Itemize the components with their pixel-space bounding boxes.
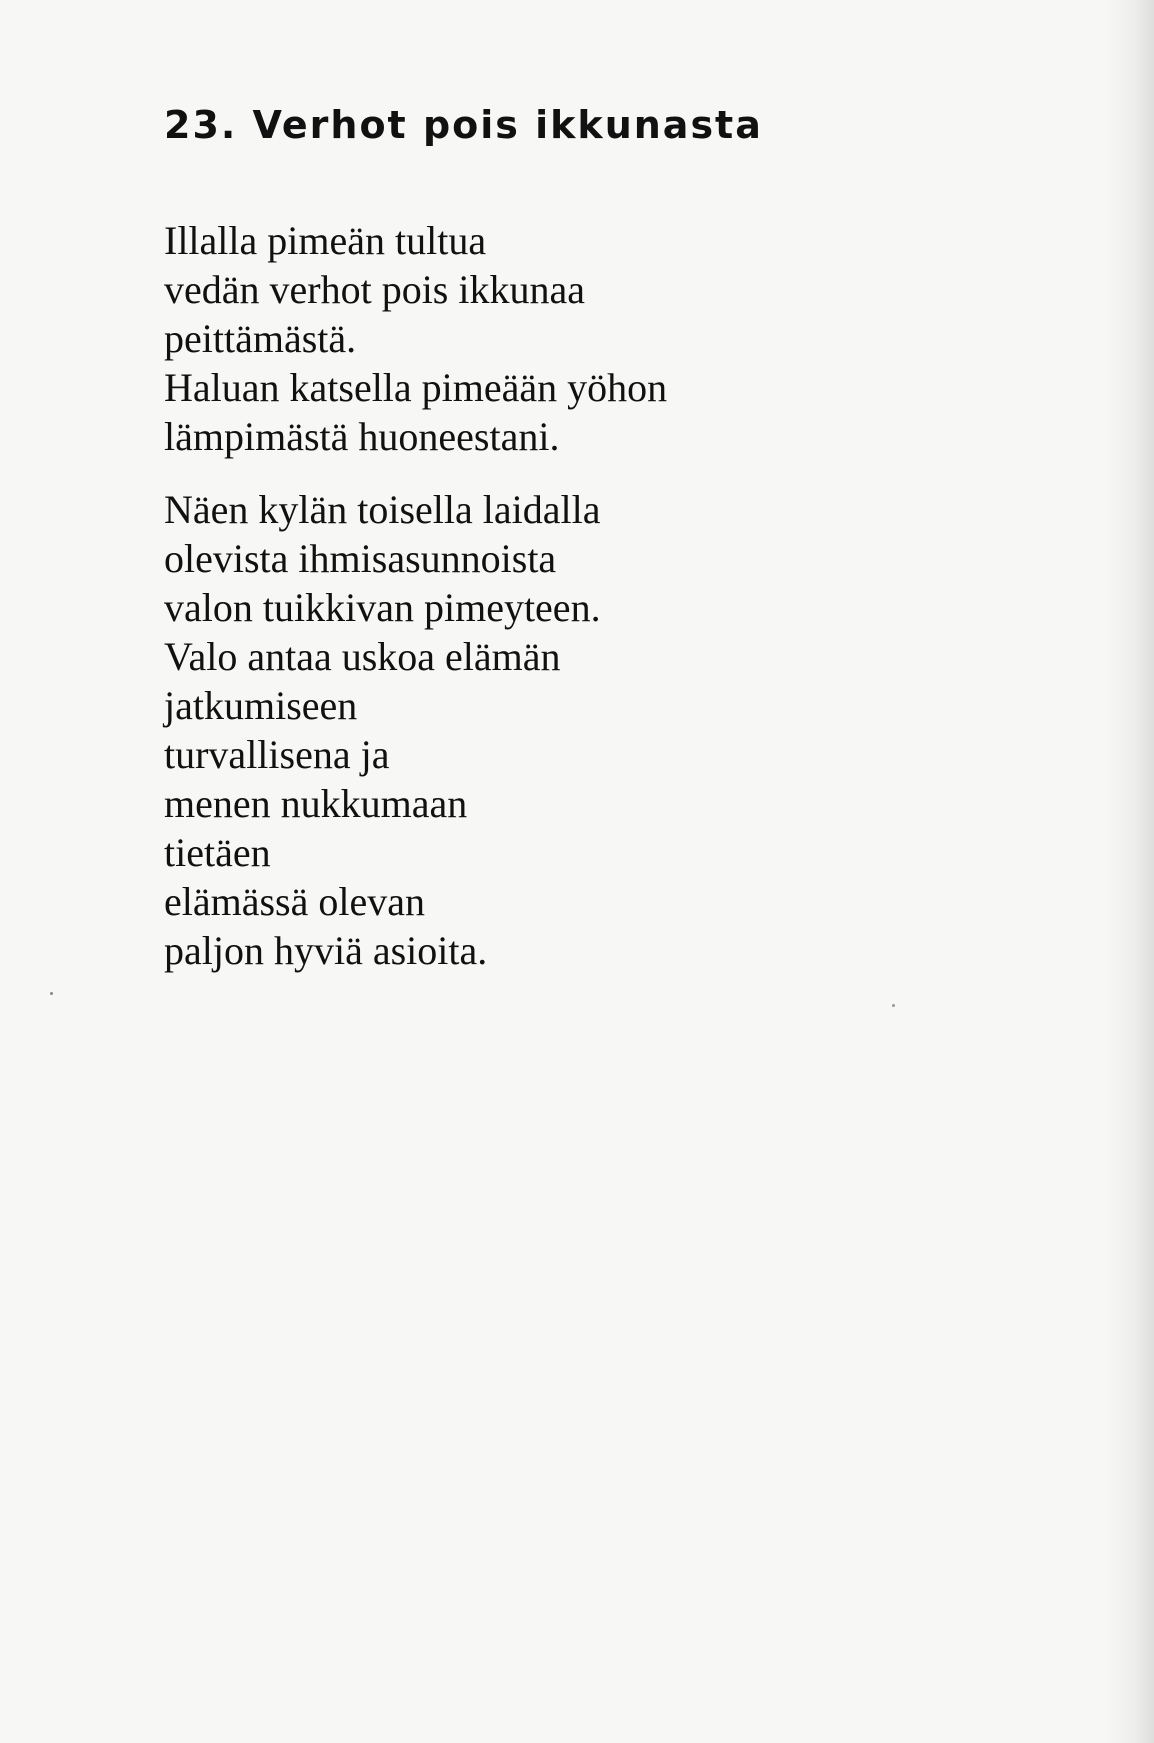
poem-line: elämässä olevan [164, 879, 425, 924]
paper-speck [50, 992, 53, 995]
poem-line: menen nukkumaan [164, 781, 468, 826]
poem-line: olevista ihmisasunnoista [164, 536, 557, 581]
paper-speck [892, 1004, 895, 1007]
poem-line: Haluan katsella pimeään yöhon [164, 365, 668, 410]
poem-line: lämpimästä huoneestani. [164, 414, 560, 459]
stanza [164, 216, 924, 461]
poem-body [164, 216, 924, 999]
poem-line: valon tuikkivan pimeyteen. [164, 585, 601, 630]
poem-line: turvallisena ja [164, 732, 390, 777]
poem-line: tietäen [164, 830, 271, 875]
page-edge-shadow [1104, 0, 1154, 1743]
poem-line: peittämästä. [164, 316, 357, 361]
stanza [164, 485, 924, 975]
poem-line: Näen kylän toisella laidalla [164, 487, 601, 532]
poem-line: Illalla pimeän tultua [164, 218, 487, 263]
poem-title: 23. Verhot pois ikkunasta [164, 103, 763, 147]
poem-line: jatkumiseen [164, 683, 358, 728]
poem-line: Valo antaa uskoa elämän [164, 634, 561, 679]
poem-line: paljon hyviä asioita. [164, 928, 488, 973]
poem-line: vedän verhot pois ikkunaa [164, 267, 585, 312]
